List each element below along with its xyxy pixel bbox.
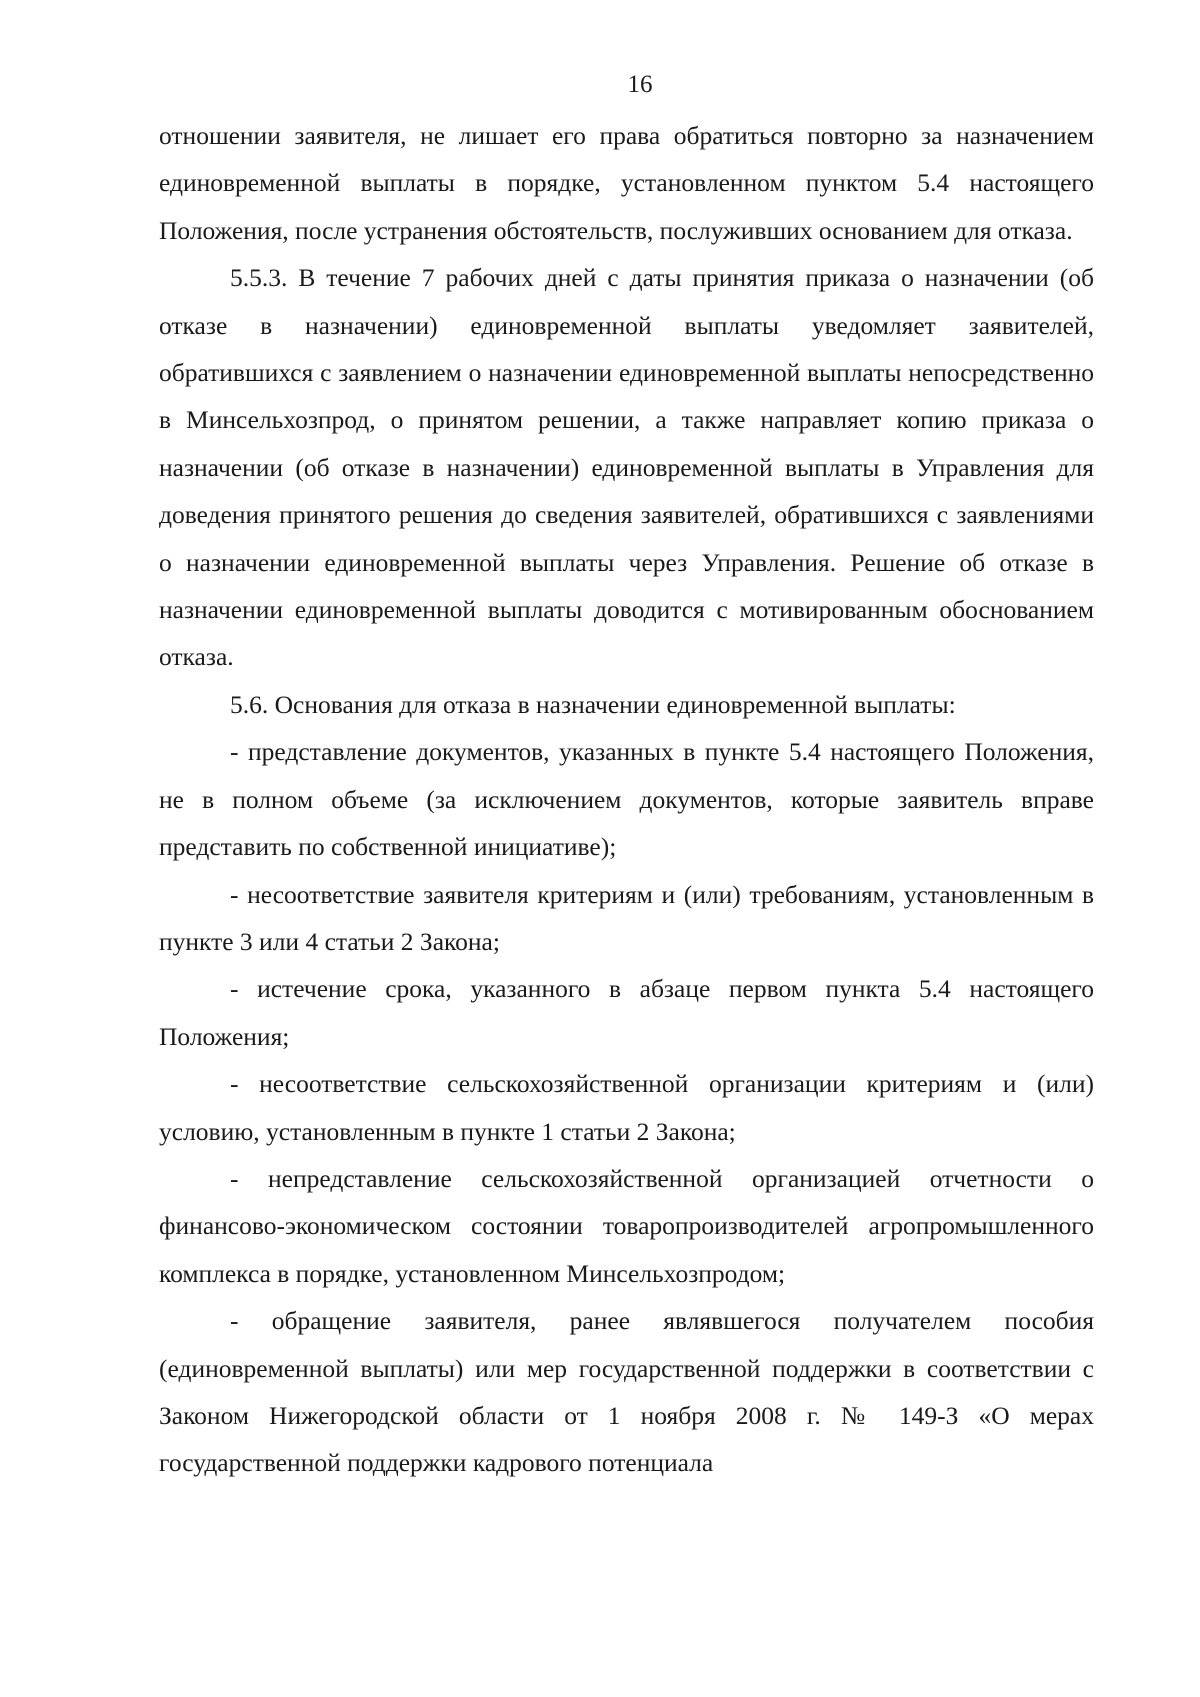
list-item-no-reporting: - непредставление сельскохозяйственной организацией отчетности о финансово-экономическом состоянии товаропроизводителей агропромышленного комплекса в порядке, установленном Минсельхозпродом; <box>159 1163 1094 1288</box>
list-item-previous-recipient: - обращение заявителя, ранее являвшегося получателем пособия (единовременной выплаты) или мер государственной поддержки в соответствии с Законом Нижегородской области от 1 ноября 2008 г. № 149-З «О мерах государственной поддержки кадрового потенциала <box>159 1306 1094 1478</box>
document-body <box>159 112 1094 1487</box>
list-item-incomplete-documents: - представление документов, указанных в пункте 5.4 настоящего Положения, не в полном объеме (за исключением документов, которые заявитель вправе представить по собственной инициативе); <box>159 737 1094 862</box>
paragraph-5-6-heading: 5.6. Основания для отказа в назначении единовременной выплаты: <box>230 689 956 719</box>
page-number: 16 <box>627 71 653 98</box>
list-item-deadline-expired: - истечение срока, указанного в абзаце первом пункта 5.4 настоящего Положения; <box>159 974 1094 1051</box>
list-item-applicant-mismatch: - несоответствие заявителя критериям и (или) требованиям, установленным в пункте 3 или 4 статьи 2 Закона; <box>159 879 1094 956</box>
list-item-organization-mismatch: - несоответствие сельскохозяйственной организации критериям и (или) условию, установленным в пункте 1 статьи 2 Закона; <box>159 1069 1094 1146</box>
paragraph-continuation: отношении заявителя, не лишает его права обратиться повторно за назначением единовременной выплаты в порядке, установленном пунктом 5.4 настоящего Положения, после устранения обстоятельств, послуживших основанием для отказа. <box>159 121 1094 245</box>
paragraph-5-5-3: 5.5.3. В течение 7 рабочих дней с даты принятия приказа о назначении (об отказе в назначении) единовременной выплаты уведомляет заявителей, обратившихся с заявлением о назначении единовременной выплаты непосредственно в Минсельхозпрод, о принятом решении, а также направляет копию приказа о назначении (об отказе в назначении) единовременной выплаты в Управления для доведения принятого решения до сведения заявителей, обратившихся с заявлениями о назначении единовременной выплаты через Управления. Решение об отказе в назначении единовременной выплаты доводится с мотивированным обоснованием отказа. <box>159 263 1094 672</box>
